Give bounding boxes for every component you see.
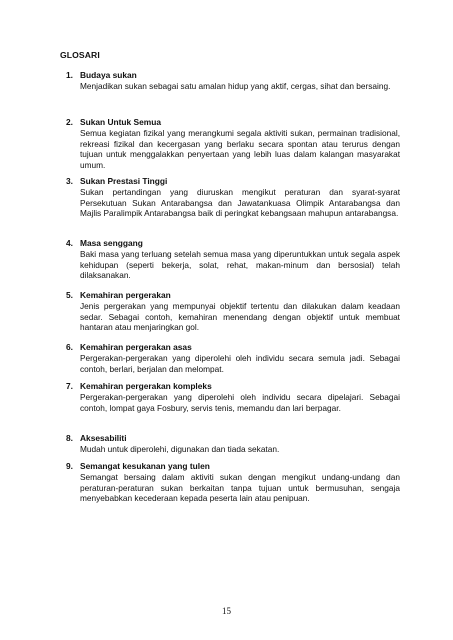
entry-number: 1. xyxy=(66,70,73,80)
glossary-entry xyxy=(66,381,400,413)
entry-definition: Jenis pergerakan yang mempunyai objektif tertentu dan dilakukan dalam keadaan sedar. Sebagai contoh, kemahiran menendang dengan objektif untuk membuat hantaran atau menjaringkan gol. xyxy=(80,301,400,333)
glossary-heading: GLOSARI xyxy=(60,50,100,60)
glossary-entry xyxy=(66,70,400,92)
entry-number: 4. xyxy=(66,238,73,248)
page-number: 15 xyxy=(222,606,231,616)
entry-definition: Menjadikan sukan sebagai satu amalan hidup yang aktif, cergas, sihat dan bersaing. xyxy=(80,81,391,91)
entry-definition: Baki masa yang terluang setelah semua masa yang diperuntukkan untuk segala aspek kehidupan (seperti bekerja, solat, rehat, makan-minum dan bersosial) telah dilaksanakan. xyxy=(80,249,400,281)
entry-term: Kemahiran pergerakan xyxy=(80,290,171,300)
entry-number: 6. xyxy=(66,342,73,352)
glossary-entry xyxy=(66,290,400,333)
entry-number: 3. xyxy=(66,176,73,186)
glossary-entry xyxy=(66,238,400,281)
glossary-entry xyxy=(66,176,400,219)
entry-term: Kemahiran pergerakan asas xyxy=(80,342,192,352)
glossary-entry xyxy=(66,342,400,374)
entry-number: 5. xyxy=(66,290,73,300)
entry-term: Aksesabiliti xyxy=(80,433,127,443)
entry-definition: Pergerakan-pergerakan yang diperolehi oleh individu secara semula jadi. Sebagai contoh, berlari, berjalan dan melompat. xyxy=(80,353,400,374)
entry-term: Sukan Untuk Semua xyxy=(80,117,161,127)
entry-definition: Semua kegiatan fizikal yang merangkumi segala aktiviti sukan, permainan tradisional, rekreasi fizikal dan kecergasan yang berlaku secara spontan atau terurus dengan tujuan untuk menggalakkan penyertaan yang lebih luas dalam kalangan masyarakat umum. xyxy=(80,128,400,171)
entry-definition: Pergerakan-pergerakan yang diperolehi oleh individu secara dipelajari. Sebagai contoh, lompat gaya Fosbury, servis tenis, memandu dan lari berpagar. xyxy=(80,392,400,413)
entry-definition: Mudah untuk diperolehi, digunakan dan tiada sekatan. xyxy=(80,444,280,454)
glossary-entry xyxy=(66,117,400,171)
entry-number: 9. xyxy=(66,461,73,471)
entry-term: Sukan Prestasi Tinggi xyxy=(80,176,168,186)
entry-term: Budaya sukan xyxy=(80,70,137,80)
glossary-entry xyxy=(66,433,400,455)
entry-term: Masa senggang xyxy=(80,238,143,248)
entry-term: Semangat kesukanan yang tulen xyxy=(80,461,210,471)
entry-definition: Sukan pertandingan yang diuruskan mengikut peraturan dan syarat-syarat Persekutuan Sukan Antarabangsa dan Jawatankuasa Olimpik Antarabangsa dan Majlis Paralimpik Antarabangsa baik di peringkat kebangsaan mahupun antarabangsa. xyxy=(80,187,400,219)
entry-number: 7. xyxy=(66,381,73,391)
entry-number: 2. xyxy=(66,117,73,127)
entry-number: 8. xyxy=(66,433,73,443)
entry-term: Kemahiran pergerakan kompleks xyxy=(80,381,212,391)
glossary-entry xyxy=(66,461,400,504)
entry-definition: Semangat bersaing dalam aktiviti sukan dengan mengikut undang-undang dan peraturan-peraturan sukan berkaitan tanpa tujuan untuk bermusuhan, sengaja menyebabkan kecederaan kepada peserta lain atau penipuan. xyxy=(80,472,400,504)
